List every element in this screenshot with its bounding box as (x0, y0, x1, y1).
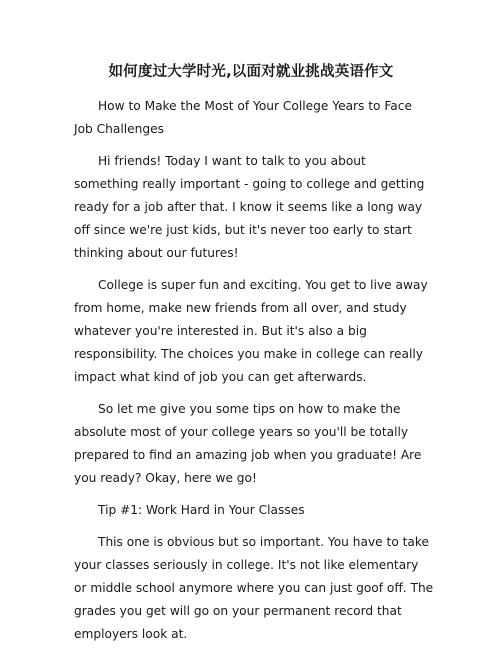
paragraph-tip-1: This one is obvious but so important. You have to take your classes seriously in college. It's not like elementary or middle school anymore where you can just goof off. The grades you get will go on your permanent record that employers look at. (74, 535, 434, 641)
document-title: 如何度过大学时光,以面对就业挑战英语作文 (108, 64, 394, 80)
paragraph-college: College is super fun and exciting. You get to live away from home, make new friends from all over, and study whatever you're interested in. But it's also a big responsibility. The choices you make in college can really impact what kind of job you can get afterwards. (74, 278, 428, 384)
essay-subtitle: How to Make the Most of Your College Years to Face Job Challenges (74, 99, 412, 136)
document-body (74, 95, 434, 655)
tip-heading-1: Tip #1: Work Hard in Your Classes (98, 503, 305, 517)
paragraph-intro: Hi friends! Today I want to talk to you about something really important - going to college and getting ready for a job after that. I know it seems like a long way off since we're just kids, but it's never too early to start thinking about our futures! (74, 154, 425, 260)
paragraph-tips-intro: So let me give you some tips on how to make the absolute most of your college years so you'll be totally prepared to find an amazing job when you graduate! Are you ready? Okay, here we go! (74, 402, 422, 485)
